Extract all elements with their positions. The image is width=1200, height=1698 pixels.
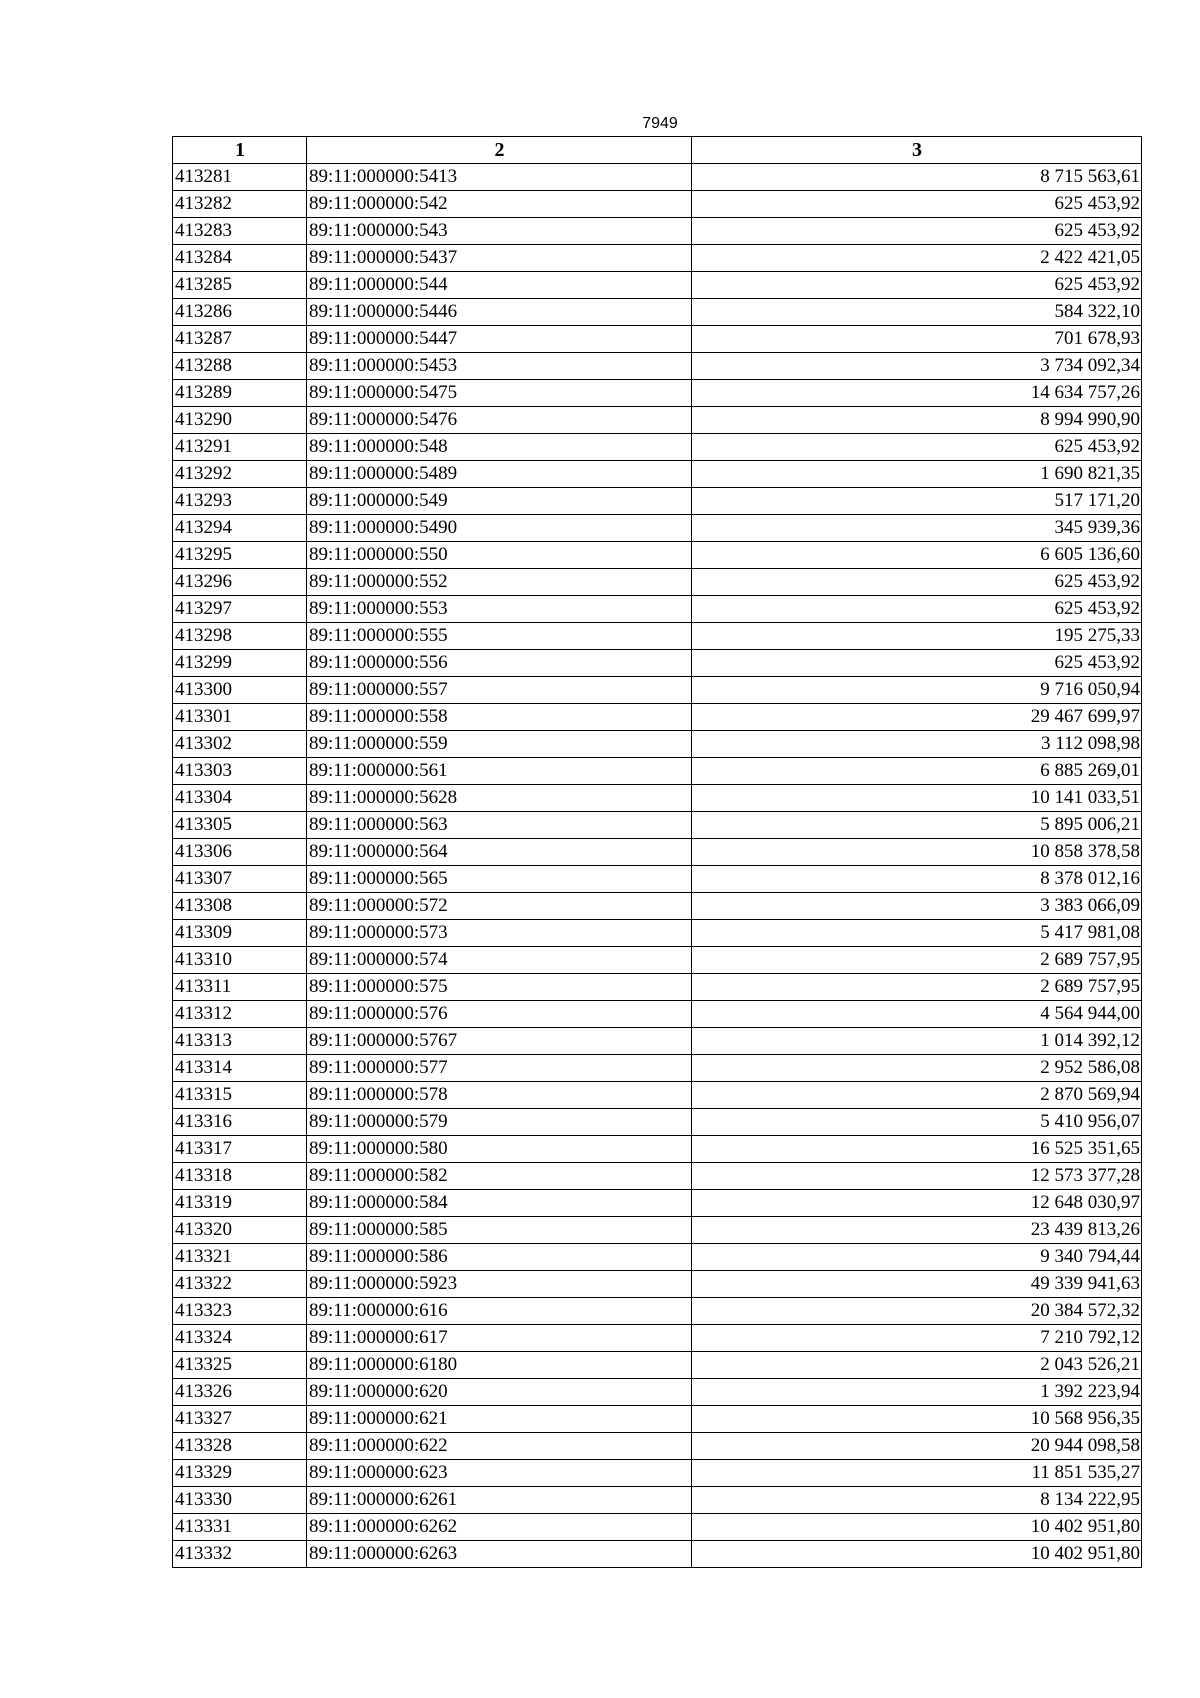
column-header-3: 3	[692, 137, 1142, 164]
value-cell: 6 885 269,01	[692, 758, 1142, 785]
table-row	[173, 1433, 1142, 1460]
value-cell: 2 952 586,08	[692, 1055, 1142, 1082]
cadastral-number-cell: 89:11:000000:586	[307, 1244, 692, 1271]
row-number-cell: 413309	[173, 920, 307, 947]
table-row	[173, 1082, 1142, 1109]
table-row	[173, 974, 1142, 1001]
table-row	[173, 650, 1142, 677]
value-cell: 584 322,10	[692, 299, 1142, 326]
cadastral-number-cell: 89:11:000000:577	[307, 1055, 692, 1082]
value-cell: 8 994 990,90	[692, 407, 1142, 434]
table-row	[173, 299, 1142, 326]
value-cell: 9 340 794,44	[692, 1244, 1142, 1271]
value-cell: 8 715 563,61	[692, 164, 1142, 191]
cadastral-number-cell: 89:11:000000:5446	[307, 299, 692, 326]
cadastral-number-cell: 89:11:000000:576	[307, 1001, 692, 1028]
cadastral-number-cell: 89:11:000000:5628	[307, 785, 692, 812]
table-row	[173, 731, 1142, 758]
value-cell: 10 568 956,35	[692, 1406, 1142, 1433]
value-cell: 2 043 526,21	[692, 1352, 1142, 1379]
row-number-cell: 413302	[173, 731, 307, 758]
row-number-cell: 413329	[173, 1460, 307, 1487]
value-cell: 1 392 223,94	[692, 1379, 1142, 1406]
table-row	[173, 488, 1142, 515]
table-row	[173, 1055, 1142, 1082]
row-number-cell: 413293	[173, 488, 307, 515]
table-body	[173, 164, 1142, 1568]
table-row	[173, 515, 1142, 542]
row-number-cell: 413290	[173, 407, 307, 434]
cadastral-number-cell: 89:11:000000:544	[307, 272, 692, 299]
cadastral-number-cell: 89:11:000000:5413	[307, 164, 692, 191]
cadastral-number-cell: 89:11:000000:580	[307, 1136, 692, 1163]
row-number-cell: 413321	[173, 1244, 307, 1271]
cadastral-number-cell: 89:11:000000:582	[307, 1163, 692, 1190]
cadastral-number-cell: 89:11:000000:573	[307, 920, 692, 947]
table-row	[173, 1406, 1142, 1433]
row-number-cell: 413295	[173, 542, 307, 569]
row-number-cell: 413286	[173, 299, 307, 326]
value-cell: 5 410 956,07	[692, 1109, 1142, 1136]
value-cell: 11 851 535,27	[692, 1460, 1142, 1487]
registry-table	[172, 136, 1142, 1568]
table-row	[173, 1352, 1142, 1379]
row-number-cell: 413316	[173, 1109, 307, 1136]
value-cell: 3 383 066,09	[692, 893, 1142, 920]
table-row	[173, 326, 1142, 353]
column-header-1: 1	[173, 137, 307, 164]
table-header-row	[173, 137, 1142, 164]
cadastral-number-cell: 89:11:000000:5437	[307, 245, 692, 272]
table-row	[173, 245, 1142, 272]
table-row	[173, 542, 1142, 569]
table-row	[173, 758, 1142, 785]
row-number-cell: 413325	[173, 1352, 307, 1379]
table-row	[173, 1325, 1142, 1352]
cadastral-number-cell: 89:11:000000:557	[307, 677, 692, 704]
row-number-cell: 413312	[173, 1001, 307, 1028]
table-row	[173, 407, 1142, 434]
value-cell: 10 402 951,80	[692, 1514, 1142, 1541]
value-cell: 10 858 378,58	[692, 839, 1142, 866]
row-number-cell: 413301	[173, 704, 307, 731]
value-cell: 49 339 941,63	[692, 1271, 1142, 1298]
table-row	[173, 1244, 1142, 1271]
row-number-cell: 413323	[173, 1298, 307, 1325]
cadastral-number-cell: 89:11:000000:5767	[307, 1028, 692, 1055]
row-number-cell: 413318	[173, 1163, 307, 1190]
value-cell: 4 564 944,00	[692, 1001, 1142, 1028]
table-row	[173, 272, 1142, 299]
cadastral-number-cell: 89:11:000000:5476	[307, 407, 692, 434]
row-number-cell: 413294	[173, 515, 307, 542]
value-cell: 3 734 092,34	[692, 353, 1142, 380]
cadastral-number-cell: 89:11:000000:616	[307, 1298, 692, 1325]
cadastral-number-cell: 89:11:000000:617	[307, 1325, 692, 1352]
value-cell: 625 453,92	[692, 569, 1142, 596]
value-cell: 625 453,92	[692, 596, 1142, 623]
table-row	[173, 569, 1142, 596]
value-cell: 5 895 006,21	[692, 812, 1142, 839]
table-row	[173, 839, 1142, 866]
cadastral-number-cell: 89:11:000000:565	[307, 866, 692, 893]
table-row	[173, 164, 1142, 191]
value-cell: 2 689 757,95	[692, 947, 1142, 974]
row-number-cell: 413307	[173, 866, 307, 893]
table-row	[173, 1109, 1142, 1136]
cadastral-number-cell: 89:11:000000:543	[307, 218, 692, 245]
row-number-cell: 413306	[173, 839, 307, 866]
table-row	[173, 866, 1142, 893]
value-cell: 1 014 392,12	[692, 1028, 1142, 1055]
value-cell: 5 417 981,08	[692, 920, 1142, 947]
row-number-cell: 413287	[173, 326, 307, 353]
cadastral-number-cell: 89:11:000000:620	[307, 1379, 692, 1406]
table-row	[173, 191, 1142, 218]
cadastral-number-cell: 89:11:000000:574	[307, 947, 692, 974]
row-number-cell: 413297	[173, 596, 307, 623]
value-cell: 625 453,92	[692, 272, 1142, 299]
cadastral-number-cell: 89:11:000000:5489	[307, 461, 692, 488]
cadastral-number-cell: 89:11:000000:622	[307, 1433, 692, 1460]
value-cell: 2 689 757,95	[692, 974, 1142, 1001]
cadastral-number-cell: 89:11:000000:564	[307, 839, 692, 866]
cadastral-number-cell: 89:11:000000:5453	[307, 353, 692, 380]
value-cell: 10 141 033,51	[692, 785, 1142, 812]
cadastral-number-cell: 89:11:000000:556	[307, 650, 692, 677]
cadastral-number-cell: 89:11:000000:552	[307, 569, 692, 596]
row-number-cell: 413303	[173, 758, 307, 785]
row-number-cell: 413320	[173, 1217, 307, 1244]
cadastral-number-cell: 89:11:000000:6180	[307, 1352, 692, 1379]
cadastral-number-cell: 89:11:000000:575	[307, 974, 692, 1001]
page-number: 7949	[642, 115, 678, 132]
value-cell: 1 690 821,35	[692, 461, 1142, 488]
table-row	[173, 1541, 1142, 1568]
value-cell: 625 453,92	[692, 218, 1142, 245]
row-number-cell: 413282	[173, 191, 307, 218]
cadastral-number-cell: 89:11:000000:585	[307, 1217, 692, 1244]
row-number-cell: 413304	[173, 785, 307, 812]
table-row	[173, 434, 1142, 461]
cadastral-number-cell: 89:11:000000:563	[307, 812, 692, 839]
row-number-cell: 413331	[173, 1514, 307, 1541]
value-cell: 8 134 222,95	[692, 1487, 1142, 1514]
value-cell: 517 171,20	[692, 488, 1142, 515]
row-number-cell: 413305	[173, 812, 307, 839]
table-row	[173, 704, 1142, 731]
row-number-cell: 413283	[173, 218, 307, 245]
row-number-cell: 413330	[173, 1487, 307, 1514]
row-number-cell: 413292	[173, 461, 307, 488]
value-cell: 2 870 569,94	[692, 1082, 1142, 1109]
row-number-cell: 413308	[173, 893, 307, 920]
cadastral-number-cell: 89:11:000000:550	[307, 542, 692, 569]
table-row	[173, 1487, 1142, 1514]
row-number-cell: 413281	[173, 164, 307, 191]
value-cell: 20 944 098,58	[692, 1433, 1142, 1460]
table-row	[173, 623, 1142, 650]
cadastral-number-cell: 89:11:000000:542	[307, 191, 692, 218]
cadastral-number-cell: 89:11:000000:5447	[307, 326, 692, 353]
cadastral-number-cell: 89:11:000000:578	[307, 1082, 692, 1109]
table-row	[173, 218, 1142, 245]
table-row	[173, 812, 1142, 839]
cadastral-number-cell: 89:11:000000:584	[307, 1190, 692, 1217]
table-row	[173, 1379, 1142, 1406]
table-row	[173, 353, 1142, 380]
value-cell: 20 384 572,32	[692, 1298, 1142, 1325]
row-number-cell: 413288	[173, 353, 307, 380]
table-row	[173, 1514, 1142, 1541]
value-cell: 10 402 951,80	[692, 1541, 1142, 1568]
table-row	[173, 1028, 1142, 1055]
value-cell: 7 210 792,12	[692, 1325, 1142, 1352]
table-row	[173, 1136, 1142, 1163]
table-row	[173, 1001, 1142, 1028]
table-row	[173, 1217, 1142, 1244]
value-cell: 29 467 699,97	[692, 704, 1142, 731]
table-row	[173, 677, 1142, 704]
table-row	[173, 947, 1142, 974]
row-number-cell: 413310	[173, 947, 307, 974]
row-number-cell: 413298	[173, 623, 307, 650]
table-row	[173, 461, 1142, 488]
cadastral-number-cell: 89:11:000000:561	[307, 758, 692, 785]
cadastral-number-cell: 89:11:000000:5475	[307, 380, 692, 407]
cadastral-number-cell: 89:11:000000:553	[307, 596, 692, 623]
row-number-cell: 413317	[173, 1136, 307, 1163]
row-number-cell: 413328	[173, 1433, 307, 1460]
value-cell: 345 939,36	[692, 515, 1142, 542]
row-number-cell: 413285	[173, 272, 307, 299]
cadastral-number-cell: 89:11:000000:6261	[307, 1487, 692, 1514]
row-number-cell: 413327	[173, 1406, 307, 1433]
cadastral-number-cell: 89:11:000000:621	[307, 1406, 692, 1433]
row-number-cell: 413326	[173, 1379, 307, 1406]
row-number-cell: 413332	[173, 1541, 307, 1568]
value-cell: 12 573 377,28	[692, 1163, 1142, 1190]
table-row	[173, 596, 1142, 623]
cadastral-number-cell: 89:11:000000:579	[307, 1109, 692, 1136]
row-number-cell: 413311	[173, 974, 307, 1001]
table-row	[173, 1298, 1142, 1325]
cadastral-number-cell: 89:11:000000:6263	[307, 1541, 692, 1568]
cadastral-number-cell: 89:11:000000:6262	[307, 1514, 692, 1541]
table-row	[173, 1271, 1142, 1298]
table-row	[173, 785, 1142, 812]
cadastral-number-cell: 89:11:000000:623	[307, 1460, 692, 1487]
row-number-cell: 413324	[173, 1325, 307, 1352]
value-cell: 701 678,93	[692, 326, 1142, 353]
row-number-cell: 413289	[173, 380, 307, 407]
row-number-cell: 413299	[173, 650, 307, 677]
table-row	[173, 1460, 1142, 1487]
table-row	[173, 920, 1142, 947]
row-number-cell: 413284	[173, 245, 307, 272]
table-row	[173, 380, 1142, 407]
row-number-cell: 413314	[173, 1055, 307, 1082]
value-cell: 625 453,92	[692, 650, 1142, 677]
value-cell: 8 378 012,16	[692, 866, 1142, 893]
cadastral-number-cell: 89:11:000000:555	[307, 623, 692, 650]
value-cell: 625 453,92	[692, 434, 1142, 461]
value-cell: 2 422 421,05	[692, 245, 1142, 272]
value-cell: 23 439 813,26	[692, 1217, 1142, 1244]
column-header-2: 2	[307, 137, 692, 164]
row-number-cell: 413300	[173, 677, 307, 704]
cadastral-number-cell: 89:11:000000:5923	[307, 1271, 692, 1298]
value-cell: 3 112 098,98	[692, 731, 1142, 758]
value-cell: 6 605 136,60	[692, 542, 1142, 569]
value-cell: 16 525 351,65	[692, 1136, 1142, 1163]
row-number-cell: 413315	[173, 1082, 307, 1109]
cadastral-number-cell: 89:11:000000:572	[307, 893, 692, 920]
value-cell: 9 716 050,94	[692, 677, 1142, 704]
cadastral-number-cell: 89:11:000000:5490	[307, 515, 692, 542]
row-number-cell: 413291	[173, 434, 307, 461]
cadastral-number-cell: 89:11:000000:548	[307, 434, 692, 461]
value-cell: 625 453,92	[692, 191, 1142, 218]
value-cell: 195 275,33	[692, 623, 1142, 650]
value-cell: 14 634 757,26	[692, 380, 1142, 407]
table-row	[173, 893, 1142, 920]
row-number-cell: 413296	[173, 569, 307, 596]
row-number-cell: 413322	[173, 1271, 307, 1298]
table-row	[173, 1163, 1142, 1190]
cadastral-number-cell: 89:11:000000:559	[307, 731, 692, 758]
table-row	[173, 1190, 1142, 1217]
value-cell: 12 648 030,97	[692, 1190, 1142, 1217]
cadastral-number-cell: 89:11:000000:558	[307, 704, 692, 731]
cadastral-number-cell: 89:11:000000:549	[307, 488, 692, 515]
row-number-cell: 413313	[173, 1028, 307, 1055]
row-number-cell: 413319	[173, 1190, 307, 1217]
